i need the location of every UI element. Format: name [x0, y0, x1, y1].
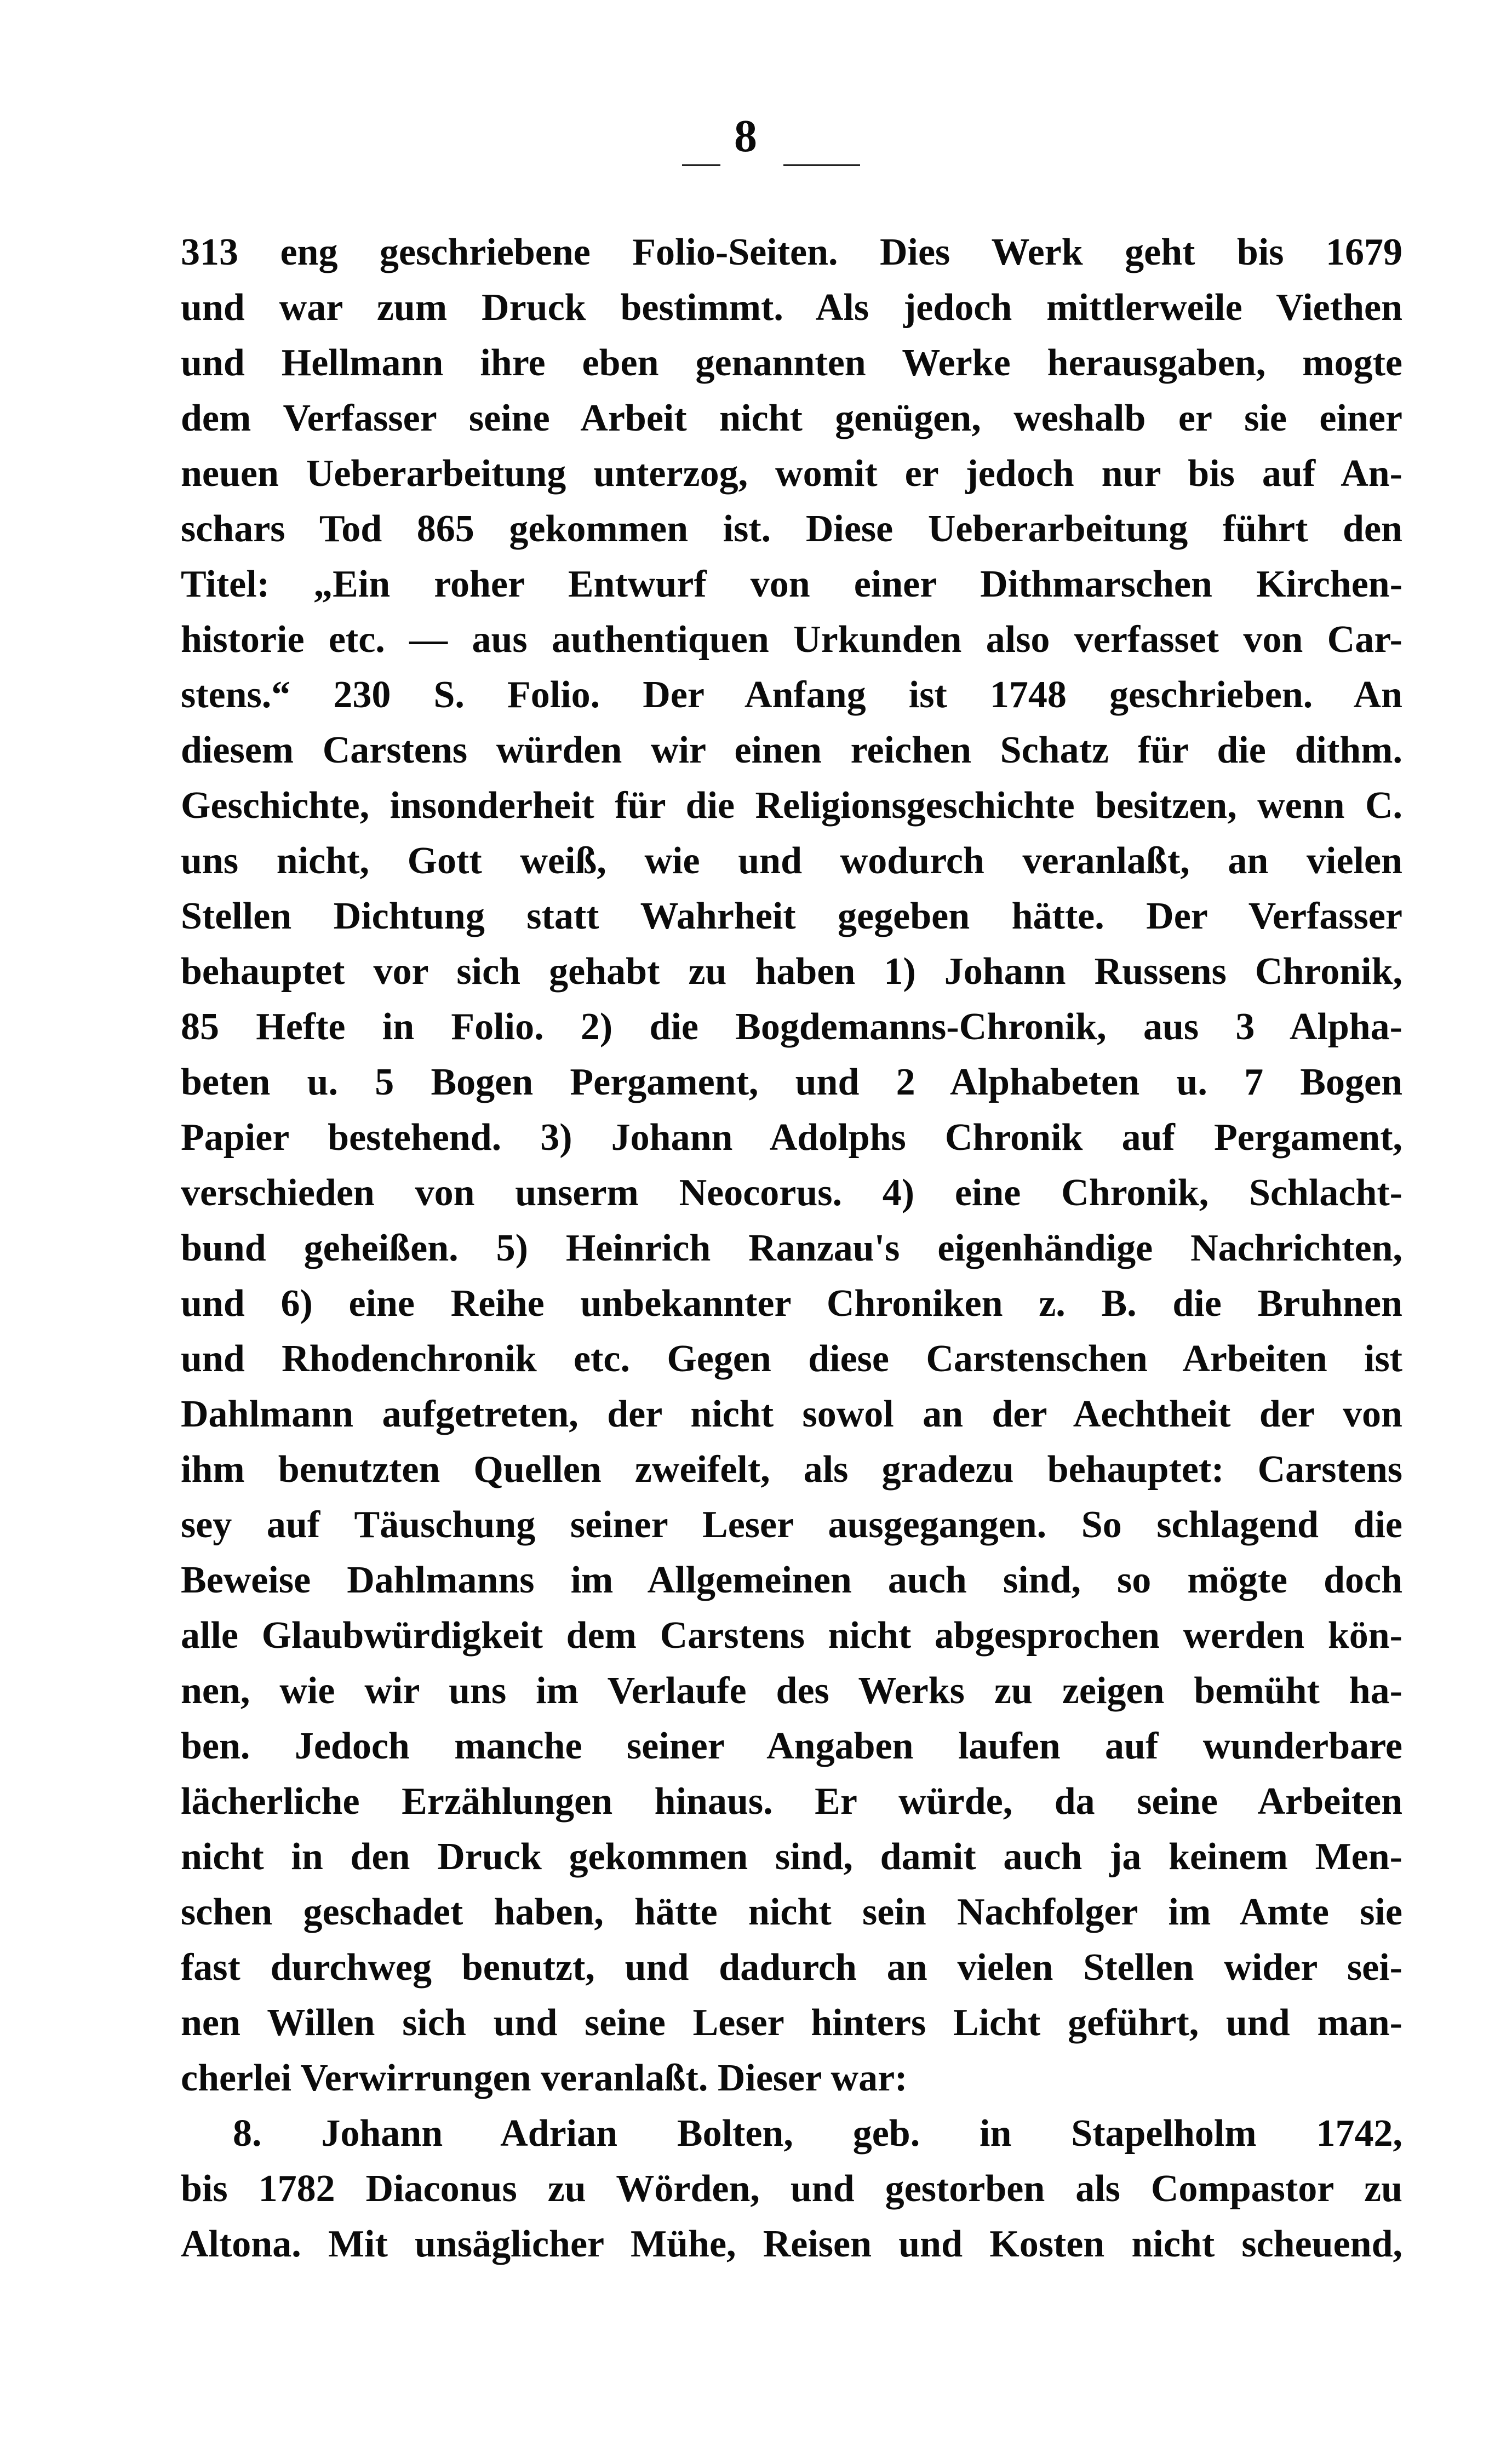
- text-line: Geschichte, insonderheit für die Religionsgeschichte besitzen, wenn C.: [181, 784, 1402, 827]
- text-line: alle Glaubwürdigkeit dem Carstens nicht abgesprochen werden kön-: [181, 1614, 1402, 1657]
- text-line: diesem Carstens würden wir einen reichen Schatz für die dithm.: [181, 729, 1402, 771]
- text-line: Titel: „Ein roher Entwurf von einer Dithmarschen Kirchen-: [181, 563, 1402, 605]
- text-line: schen geschadet haben, hätte nicht sein Nachfolger im Amte sie: [181, 1891, 1402, 1933]
- text-line: historie etc. — aus authentiquen Urkunden also verfasset von Car-: [181, 618, 1402, 661]
- text-line: und 6) eine Reihe unbekannter Chroniken z. B. die Bruhnen: [181, 1282, 1402, 1325]
- text-line: 85 Hefte in Folio. 2) die Bogdemanns-Chronik, aus 3 Alpha-: [181, 1006, 1402, 1048]
- text-line: stens.“ 230 S. Folio. Der Anfang ist 1748 geschrieben. An: [181, 674, 1402, 716]
- text-line: nicht in den Druck gekommen sind, damit auch ja keinem Men-: [181, 1836, 1402, 1878]
- text-line: uns nicht, Gott weiß, wie und wodurch veranlaßt, an vielen: [181, 840, 1402, 882]
- text-line: ben. Jedoch manche seiner Angaben laufen auf wunderbare: [181, 1725, 1402, 1767]
- text-line: Altona. Mit unsäglicher Mühe, Reisen und Kosten nicht scheuend,: [181, 2223, 1402, 2265]
- text-line: behauptet vor sich gehabt zu haben 1) Johann Russens Chronik,: [181, 950, 1402, 993]
- text-line: nen Willen sich und seine Leser hinters Licht geführt, und man-: [181, 2002, 1402, 2044]
- text-line: ihm benutzten Quellen zweifelt, als gradezu behauptet: Carstens: [181, 1448, 1402, 1491]
- header-rule-right: [783, 164, 860, 166]
- text-line: schars Tod 865 gekommen ist. Diese Ueberarbeitung führt den: [181, 508, 1402, 550]
- text-line: neuen Ueberarbeitung unterzog, womit er jedoch nur bis auf An-: [181, 452, 1402, 495]
- text-line: Stellen Dichtung statt Wahrheit gegeben hätte. Der Verfasser: [181, 895, 1402, 937]
- text-line: dem Verfasser seine Arbeit nicht genügen, weshalb er sie einer: [181, 397, 1402, 439]
- text-line: cherlei Verwirrungen veranlaßt. Dieser war:: [181, 2057, 908, 2099]
- body-text: [181, 225, 1402, 2272]
- text-line: fast durchweg benutzt, und dadurch an vielen Stellen wider sei-: [181, 1946, 1402, 1989]
- text-line: Papier bestehend. 3) Johann Adolphs Chronik auf Pergament,: [181, 1116, 1402, 1159]
- text-line: nen, wie wir uns im Verlaufe des Werks zu zeigen bemüht ha-: [181, 1670, 1402, 1712]
- page-number: 8: [734, 111, 757, 162]
- text-line: sey auf Täuschung seiner Leser ausgegangen. So schlagend die: [181, 1504, 1402, 1546]
- text-line: Beweise Dahlmanns im Allgemeinen auch sind, so mögte doch: [181, 1559, 1402, 1601]
- text-line: Dahlmann aufgetreten, der nicht sowol an der Aechtheit der von: [181, 1393, 1402, 1435]
- text-line: und Hellmann ihre eben genannten Werke herausgaben, mogte: [181, 342, 1402, 384]
- text-line: beten u. 5 Bogen Pergament, und 2 Alphabeten u. 7 Bogen: [181, 1061, 1402, 1103]
- text-line: und Rhodenchronik etc. Gegen diese Carstenschen Arbeiten ist: [181, 1338, 1402, 1380]
- text-line: und war zum Druck bestimmt. Als jedoch mittlerweile Viethen: [181, 287, 1402, 329]
- text-line: 313 eng geschriebene Folio-Seiten. Dies Werk geht bis 1679: [181, 231, 1402, 273]
- text-line: lächerliche Erzählungen hinaus. Er würde, da seine Arbeiten: [181, 1780, 1402, 1823]
- text-line: verschieden von unserm Neocorus. 4) eine Chronik, Schlacht-: [181, 1172, 1402, 1214]
- text-line: bund geheißen. 5) Heinrich Ranzau's eigenhändige Nachrichten,: [181, 1227, 1402, 1269]
- header-rule-left: [682, 164, 720, 166]
- text-line: 8. Johann Adrian Bolten, geb. in Stapelholm 1742,: [233, 2112, 1402, 2155]
- text-line: bis 1782 Diaconus zu Wörden, und gestorben als Compastor zu: [181, 2168, 1402, 2210]
